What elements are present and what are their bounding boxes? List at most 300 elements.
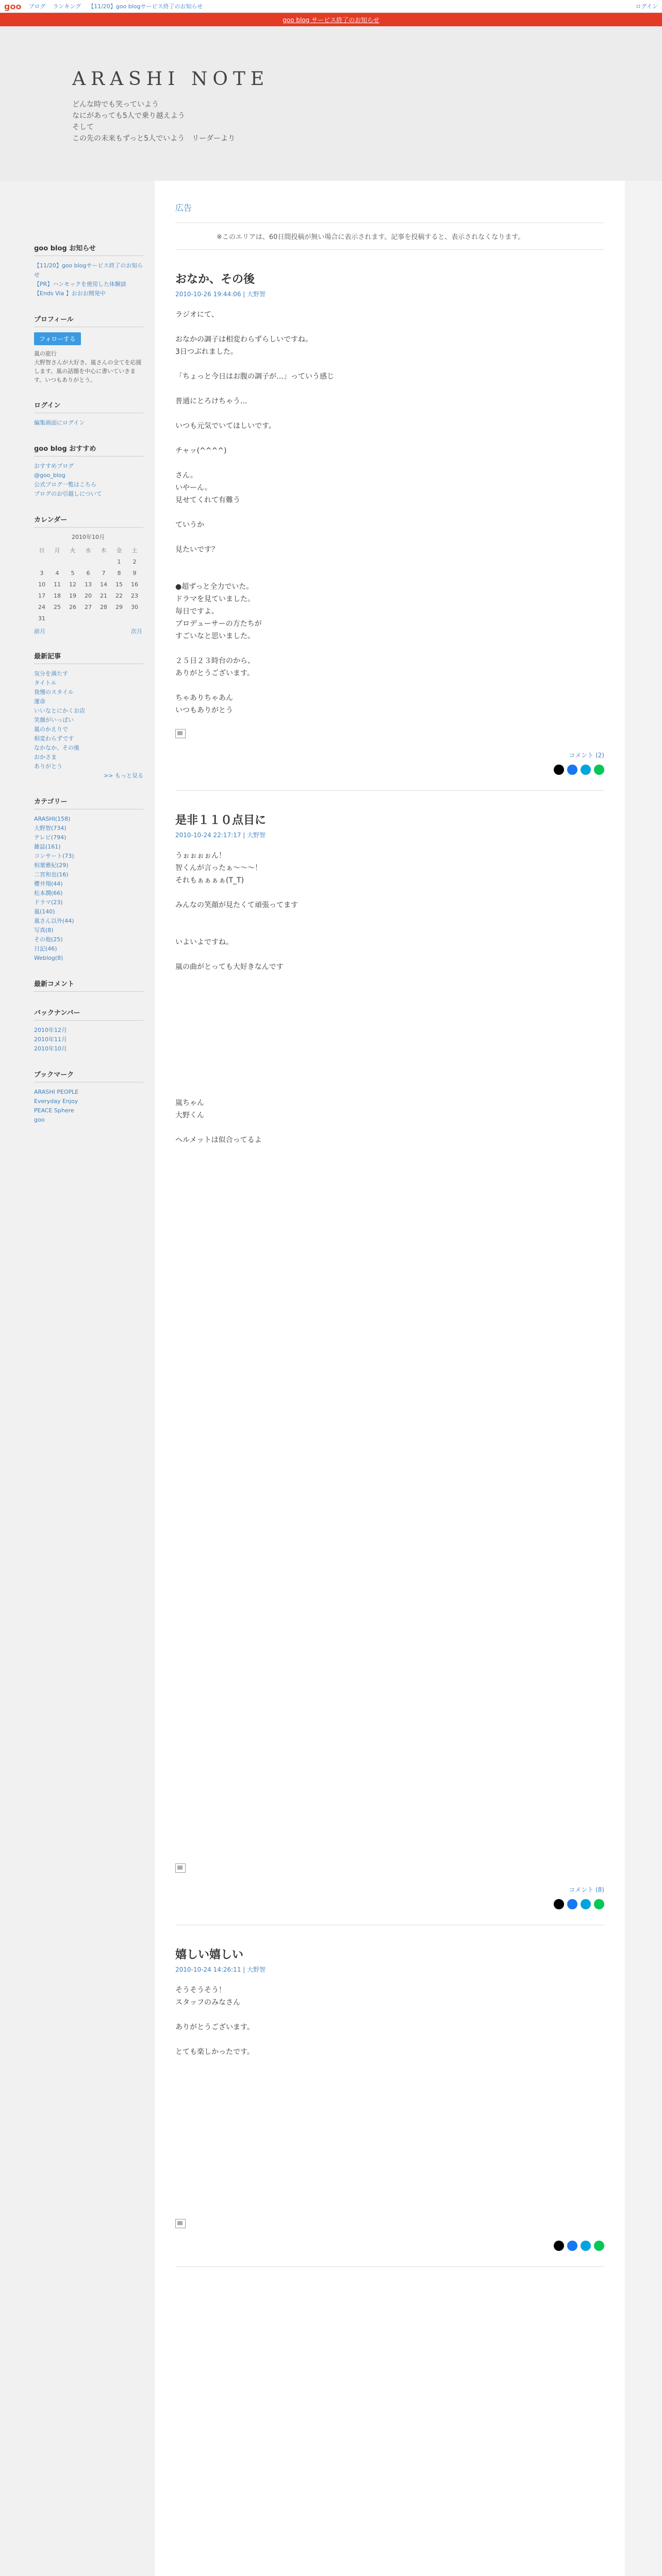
sidebar-heading: 最新コメント [34, 978, 143, 992]
facebook-share-icon[interactable] [567, 765, 577, 775]
entry-body-line [175, 1245, 604, 1258]
bookmark-item[interactable]: Everyday Enjoy [34, 1098, 78, 1105]
calendar-weekday: 月 [54, 547, 60, 554]
category-item[interactable]: 相葉雅紀(29) [34, 862, 69, 869]
sidebar-notice-item[interactable]: 【PR】ハンモックを使用した体験談 [34, 281, 126, 287]
category-item[interactable]: 嵐(140) [34, 908, 55, 915]
entry-body-line [175, 2009, 604, 2021]
sidebar-recommend [34, 443, 143, 499]
sidebar-notice-item[interactable]: 【11/20】goo blogサービス終了のお知らせ [34, 262, 143, 278]
calendar-day: 30 [131, 603, 138, 611]
entry-body-line [175, 1418, 604, 1431]
entry-title[interactable]: 嬉しい嬉しい [175, 1948, 244, 1961]
calendar-day [127, 613, 142, 624]
entry-body-line [175, 1678, 604, 1690]
calendar-weekday: 火 [70, 547, 76, 554]
entry-body-line [175, 1641, 604, 1653]
entry-body-line [175, 911, 604, 924]
sidebar-heading: goo blog お知らせ [34, 243, 143, 256]
profile-text: 大野智さんが大好き。嵐さんの全てを応援します。嵐の話題を中心に書いていきます。いつもありがとう。 [34, 359, 142, 383]
category-item[interactable]: 日記(46) [34, 945, 57, 952]
entry-body-line [175, 1233, 604, 1245]
top-bar [0, 0, 662, 13]
entry-body-line [175, 2083, 604, 2095]
entry-title[interactable]: 是非１１０点目に [175, 814, 267, 827]
share-buttons [175, 1899, 604, 1909]
calendar-weekday: 日 [39, 547, 45, 554]
backnumber-item[interactable]: 2010年11月 [34, 1036, 67, 1043]
entry-body-line [175, 408, 604, 420]
entry-body-line [175, 1480, 604, 1493]
calendar-weekday: 土 [131, 547, 138, 554]
calendar-weekday: 金 [116, 547, 122, 554]
sidebar-recent [34, 651, 143, 781]
entry-body-line [175, 568, 604, 581]
entry-body-line [175, 1690, 604, 1703]
entry-body-line: 見せてくれて有難う [175, 496, 240, 504]
entry-body-line [175, 1752, 604, 1765]
entry-body-line [175, 1839, 604, 1851]
entry-body-line [175, 1344, 604, 1357]
sidebar-heading: ブックマーク [34, 1069, 143, 1082]
backnumber-item[interactable]: 2010年12月 [34, 1027, 67, 1033]
calendar-day [65, 556, 80, 567]
x-share-icon[interactable] [554, 2241, 564, 2251]
blog-desc-line: この先の未来もずっと5人でいよう リーダーより [72, 134, 236, 143]
entry-body-line [175, 1666, 604, 1678]
sidebar-heading: バックナンバー [34, 1007, 143, 1021]
entry-body-line: ２５日２３時台のから、 [175, 657, 255, 665]
calendar-day: 15 [115, 581, 123, 588]
goo-logo[interactable]: goo [4, 1, 22, 11]
entry-body-line [175, 1777, 604, 1789]
entry-body [175, 1984, 604, 2207]
entry-body-line [175, 1727, 604, 1740]
calendar-table [34, 545, 142, 624]
entry-body-line [175, 457, 604, 469]
entry-body-line [175, 1381, 604, 1394]
entry-body-line [175, 2182, 604, 2194]
topbar-link-ranking[interactable]: ランキング [53, 3, 81, 10]
calendar-weekday: 木 [101, 547, 107, 554]
entry-body-line [175, 1146, 604, 1159]
entry-body-line: 見たいです？ [175, 546, 219, 554]
entry-body-line: ていうか [175, 521, 204, 529]
topbar-link-notice[interactable]: 【11/20】goo blogサービス終了のお知らせ [88, 3, 203, 10]
entry-body-line [175, 1567, 604, 1579]
entry-body-line: 「ちょっと今日はお腹の調子が…」っていう感じ [175, 372, 334, 381]
category-item[interactable]: コンサート(73) [34, 853, 74, 859]
calendar-day: 10 [38, 581, 45, 588]
category-item[interactable]: 嵐さん以外(44) [34, 918, 74, 924]
entry-body-line: プロデューサーの方たちが [175, 620, 262, 628]
entry-body-line: うぉぉぉぉん！ [175, 852, 226, 860]
entry-body-line: 嵐ちゃん [175, 1099, 204, 1107]
follow-button[interactable]: フォローする [34, 332, 81, 345]
entry-body-line [175, 1196, 604, 1208]
edit-login-link[interactable]: 編集画面にログイン [34, 419, 85, 426]
sidebar-bookmark [34, 1069, 143, 1125]
entry-body-line [175, 556, 604, 568]
entry-body-line [175, 1282, 604, 1295]
calendar-day [65, 613, 80, 624]
entry-body-line [175, 1505, 604, 1517]
entry-body-line: 3日つぶれました。 [175, 348, 238, 356]
calendar-day: 11 [54, 581, 61, 588]
calendar-day [80, 556, 96, 567]
calendar-day: 23 [131, 592, 138, 599]
calendar-day: 3 [40, 569, 44, 577]
sidebar-comments [34, 978, 143, 992]
recent-item[interactable]: タイトル [34, 680, 57, 686]
entry-body-line [175, 1765, 604, 1777]
entry-body-line [175, 2108, 604, 2120]
entry-body-line [175, 1332, 604, 1344]
calendar-day: 6 [86, 569, 90, 577]
entry-body-line [175, 1554, 604, 1567]
entry-body-line [175, 1740, 604, 1752]
main-content [155, 181, 625, 2576]
sidebar-notices [34, 243, 143, 298]
entry-body-line [175, 1629, 604, 1641]
share-buttons [175, 765, 604, 775]
entry-body-line [175, 1060, 604, 1072]
entry-body-line [175, 1542, 604, 1554]
entry-meta[interactable]: 2010-10-26 19:44:06 | 大野智 [175, 291, 266, 298]
calendar-day: 25 [54, 603, 61, 611]
entry-body-line: とても楽しかったです。 [175, 2048, 254, 2056]
category-item[interactable]: 雑誌(161) [34, 843, 61, 850]
calendar-day: 26 [69, 603, 76, 611]
entry-body-line [175, 1084, 604, 1097]
entry-body-line: ありがとうございます。 [175, 669, 254, 677]
calendar-day: 7 [102, 569, 106, 577]
entry-body-line: すごいなと思いました。 [175, 632, 255, 640]
entry-body-line: いつもありがとう [175, 706, 233, 715]
category-item[interactable]: ドラマ(23) [34, 899, 63, 906]
entry-body-line [175, 383, 604, 395]
entry-body-line [175, 1616, 604, 1629]
sidebar-heading: プロフィール [34, 314, 143, 327]
entry-meta[interactable]: 2010-10-24 22:17:17 | 大野智 [175, 832, 266, 839]
entry-body-line: さん。 [175, 471, 197, 480]
calendar-day: 4 [55, 569, 59, 577]
blog-desc-line: そして [72, 123, 94, 131]
entry-meta[interactable]: 2010-10-24 14:26:11 | 大野智 [175, 1966, 266, 1973]
bookmark-item[interactable]: goo [34, 1116, 45, 1123]
backnumber-item[interactable]: 2010年10月 [34, 1045, 67, 1052]
entry-body-line [175, 1171, 604, 1183]
calendar-prev-link[interactable]: 前月 [34, 628, 45, 635]
entry-body-line [175, 2033, 604, 2046]
entry-body [175, 309, 604, 717]
entry-body-line [175, 1517, 604, 1530]
category-item[interactable]: 二宮和也(16) [34, 871, 69, 878]
ad-notice [175, 223, 604, 250]
entry-body-line [175, 1258, 604, 1270]
category-item[interactable]: 大野智(734) [34, 825, 67, 832]
entry-body-line: スタッフのみなさん [175, 1998, 240, 2007]
entry-body-line [175, 948, 604, 961]
entry-body [175, 850, 604, 1851]
entry-body-line [175, 1295, 604, 1307]
recommend-item[interactable]: @goo_blog [34, 472, 65, 479]
entry-body-line [175, 986, 604, 998]
sidebar-heading: 最新記事 [34, 651, 143, 664]
blog-description [72, 99, 662, 144]
entry-body-line [175, 1035, 604, 1047]
calendar-day: 21 [100, 592, 107, 599]
entry-body-line [175, 1468, 604, 1480]
entry-body-line [175, 2071, 604, 2083]
recent-item[interactable]: 笑顔がいっぱい [34, 717, 74, 723]
entry-body-line: ありがとうございます。 [175, 2023, 254, 2031]
blog-entry [175, 1946, 604, 2267]
sidebar-heading: goo blog おすすめ [34, 443, 143, 456]
profile-name: 嵐の旅行 [34, 350, 57, 357]
calendar-day: 19 [69, 592, 76, 599]
recommend-item[interactable]: おすすめブログ [34, 463, 74, 469]
entry-body-line [175, 1221, 604, 1233]
entry-title[interactable]: おなか、その後 [175, 273, 255, 286]
recommend-link[interactable]: 公式ブログ一覧はこちら [34, 481, 96, 488]
calendar-day: 8 [117, 569, 121, 577]
x-share-icon[interactable] [554, 765, 564, 775]
calendar-day: 29 [115, 603, 123, 611]
sidebar-profile [34, 314, 143, 384]
bookmark-item[interactable]: PEACE Sphere [34, 1107, 74, 1114]
sidebar-notice-item[interactable]: 【Ends Via 】おおお開発中 [34, 290, 106, 297]
entry-body-line [175, 1493, 604, 1505]
calendar-day: 2 [133, 558, 137, 565]
entry-body-line: 毎日ですよ。 [175, 607, 219, 616]
entry-body-line: いやーん。 [175, 484, 212, 492]
entry-body-line [175, 1307, 604, 1319]
entry-body-line: ●超ずっと全力でいた。 [175, 583, 254, 591]
service-notice-link[interactable]: goo blog サービス終了のお知らせ [283, 16, 379, 24]
calendar-day: 1 [117, 558, 121, 565]
entry-body-line [175, 1208, 604, 1221]
facebook-share-icon[interactable] [567, 1899, 577, 1909]
entry-body-line: ちゃありちゃあん [175, 694, 233, 702]
entry-body-line [175, 1394, 604, 1406]
entry-body-line [175, 358, 604, 370]
entry-body-line: いつも元気でいてほしいです。 [175, 422, 276, 430]
login-link[interactable]: ログイン [635, 3, 658, 10]
sidebar-login [34, 400, 143, 428]
entry-body-line: いよいよですね。 [175, 938, 233, 946]
ad-label: 広告 [175, 203, 192, 213]
blog-entry [175, 270, 604, 791]
category-item[interactable]: ARASHI(158) [34, 816, 71, 822]
entry-body-line: ヘルメットは似合ってるよ [175, 1136, 262, 1144]
entry-body-line [175, 1703, 604, 1715]
entry-body-line [175, 2095, 604, 2108]
entry-body-line [175, 1826, 604, 1839]
entry-body-line: それもぁぁぁぁ(T_T) [175, 876, 244, 885]
hatena-share-icon[interactable] [581, 765, 591, 775]
entry-body-line [175, 642, 604, 655]
entry-body-line [175, 973, 604, 986]
entry-body-line: 嵐の曲がとっても大好きなんです [175, 963, 284, 971]
calendar-day [111, 613, 127, 624]
entry-body-line [175, 1604, 604, 1616]
entry-body-line [175, 1406, 604, 1418]
share-buttons [175, 2241, 604, 2251]
recent-item[interactable]: 気分を満たす [34, 670, 68, 677]
entry-body-line [175, 680, 604, 692]
calendar-day [49, 613, 65, 624]
recent-item[interactable]: なかなか、その後 [34, 744, 79, 751]
entry-body-line: おなかの調子は相変わらずらしいですね。 [175, 335, 312, 344]
entry-body-line [175, 2132, 604, 2145]
sidebar-category [34, 796, 143, 963]
entry-body-line [175, 1789, 604, 1802]
comment-link[interactable]: コメント (8) [569, 1886, 604, 1893]
entry-body-line: みんなの笑顔が見たくて頑張ってます [175, 901, 298, 909]
entry-body-line [175, 1159, 604, 1171]
entry-body-line [175, 2058, 604, 2071]
entry-body-line [175, 924, 604, 936]
entry-body-line [175, 531, 604, 544]
sidebar-backnumber [34, 1007, 143, 1054]
calendar-day [96, 556, 111, 567]
recent-item[interactable]: 嵐のかえりで [34, 726, 68, 733]
comment-link[interactable]: コメント (2) [569, 752, 604, 759]
entry-body-line: 普通にとろけちゃう... [175, 397, 247, 405]
bookmark-item[interactable]: ARASHI PEOPLE [34, 1089, 79, 1095]
facebook-share-icon[interactable] [567, 2241, 577, 2251]
entry-body-line: 大野くん [175, 1111, 204, 1120]
image-placeholder-icon [175, 2219, 186, 2228]
entry-body-line [175, 1319, 604, 1332]
entry-body-line [175, 1802, 604, 1814]
blog-desc-line: なにがあっても5人で乗り越えよう [72, 112, 185, 120]
calendar-day: 24 [38, 603, 45, 611]
entry-body-line [175, 2145, 604, 2157]
calendar-day: 9 [133, 569, 137, 577]
entry-body-line [175, 1530, 604, 1542]
calendar-day [96, 613, 111, 624]
recent-item[interactable]: 相変わらずです [34, 735, 74, 742]
calendar-weekday: 水 [85, 547, 91, 554]
entry-body-line [175, 1653, 604, 1666]
image-placeholder-icon [175, 729, 186, 738]
entry-body-line [175, 2120, 604, 2132]
calendar-day: 16 [131, 581, 138, 588]
calendar-month: 2010年10月 [72, 534, 105, 540]
entry-body-line: ラジオにて、 [175, 311, 219, 319]
sidebar-heading: ログイン [34, 400, 143, 413]
calendar-day: 12 [69, 581, 76, 588]
sidebar-heading: カレンダー [34, 514, 143, 528]
entry-body-line: ドラマを見ていました。 [175, 595, 255, 603]
calendar-day: 17 [38, 592, 45, 599]
image-placeholder-icon [175, 1863, 186, 1873]
calendar-day: 22 [115, 592, 123, 599]
entry-body-line [175, 1814, 604, 1826]
recent-item[interactable]: いいなとにかくお店 [34, 707, 85, 714]
entry-body-line [175, 1072, 604, 1084]
calendar-day: 28 [100, 603, 107, 611]
entry-body-line [175, 1455, 604, 1468]
calendar-next-link[interactable]: 次月 [131, 628, 142, 635]
entry-body-line: 智くんが言ったぁ〜〜〜！ [175, 864, 262, 872]
calendar-day [49, 556, 65, 567]
entry-body-line [175, 1357, 604, 1369]
calendar-day: 20 [85, 592, 92, 599]
calendar-day: 14 [100, 581, 107, 588]
service-notice-bar [0, 13, 662, 26]
entry-body-line [175, 1591, 604, 1604]
entry-body-line: チャッ(^^^^) [175, 447, 227, 455]
sidebar [0, 181, 155, 2576]
entry-body-line [175, 1443, 604, 1455]
line-share-icon[interactable] [594, 1899, 604, 1909]
entry-body-line [175, 2170, 604, 2182]
category-item[interactable]: 櫻井翔(44) [34, 880, 63, 887]
recent-more-link[interactable]: >> もっと見る [104, 772, 143, 779]
entry-body-line [175, 321, 604, 333]
calendar-day [34, 556, 49, 567]
entry-body-line [175, 887, 604, 899]
sidebar-calendar [34, 514, 143, 635]
blog-header [0, 26, 662, 181]
calendar-day: 13 [85, 581, 92, 588]
recent-item[interactable]: ありがとう [34, 763, 62, 770]
topbar-link-blog[interactable]: ブログ [28, 3, 46, 10]
calendar-day: 31 [38, 615, 45, 622]
hatena-share-icon[interactable] [581, 2241, 591, 2251]
hatena-share-icon[interactable] [581, 1899, 591, 1909]
x-share-icon[interactable] [554, 1899, 564, 1909]
blog-entry [175, 811, 604, 1925]
sidebar-heading: カテゴリー [34, 796, 143, 809]
entry-body-line [175, 1023, 604, 1035]
entry-body-line [175, 1369, 604, 1381]
recent-item[interactable]: 運命 [34, 698, 45, 705]
blog-title[interactable]: ARASHI NOTE [72, 69, 270, 90]
entry-body-line [175, 1010, 604, 1023]
ad-notice-text: ※このエリアは、60日間投稿が無い場合に表示されます。記事を投稿すると、表示されなくなります。 [217, 233, 525, 241]
calendar-day [80, 613, 96, 624]
entry-body-line [175, 506, 604, 519]
category-item[interactable]: 松本潤(66) [34, 890, 63, 896]
category-item[interactable]: Weblog(8) [34, 955, 63, 961]
entry-body-line [175, 2157, 604, 2170]
entry-body-line [175, 1579, 604, 1591]
calendar-day: 18 [54, 592, 61, 599]
category-item[interactable]: 写真(8) [34, 927, 54, 934]
category-item[interactable]: テレビ(794) [34, 834, 67, 841]
calendar-day: 5 [71, 569, 75, 577]
line-share-icon[interactable] [594, 765, 604, 775]
entry-body-line [175, 1715, 604, 1727]
category-item[interactable]: その他(25) [34, 936, 63, 943]
entry-body-line [175, 1183, 604, 1196]
recent-item[interactable]: おかさま [34, 754, 57, 760]
recent-item[interactable]: 我慢のスタイル [34, 689, 74, 696]
entry-body-line [175, 1122, 604, 1134]
entry-body-line: そうそうそう！ [175, 1986, 226, 1994]
recommend-link[interactable]: ブログのお引越しについて [34, 490, 102, 497]
entry-body-line [175, 1047, 604, 1060]
blog-desc-line: どんな時でも笑っていよう [72, 100, 159, 109]
entry-body-line [175, 1431, 604, 1443]
entry-body-line [175, 1270, 604, 1282]
line-share-icon[interactable] [594, 2241, 604, 2251]
entry-body-line [175, 432, 604, 445]
